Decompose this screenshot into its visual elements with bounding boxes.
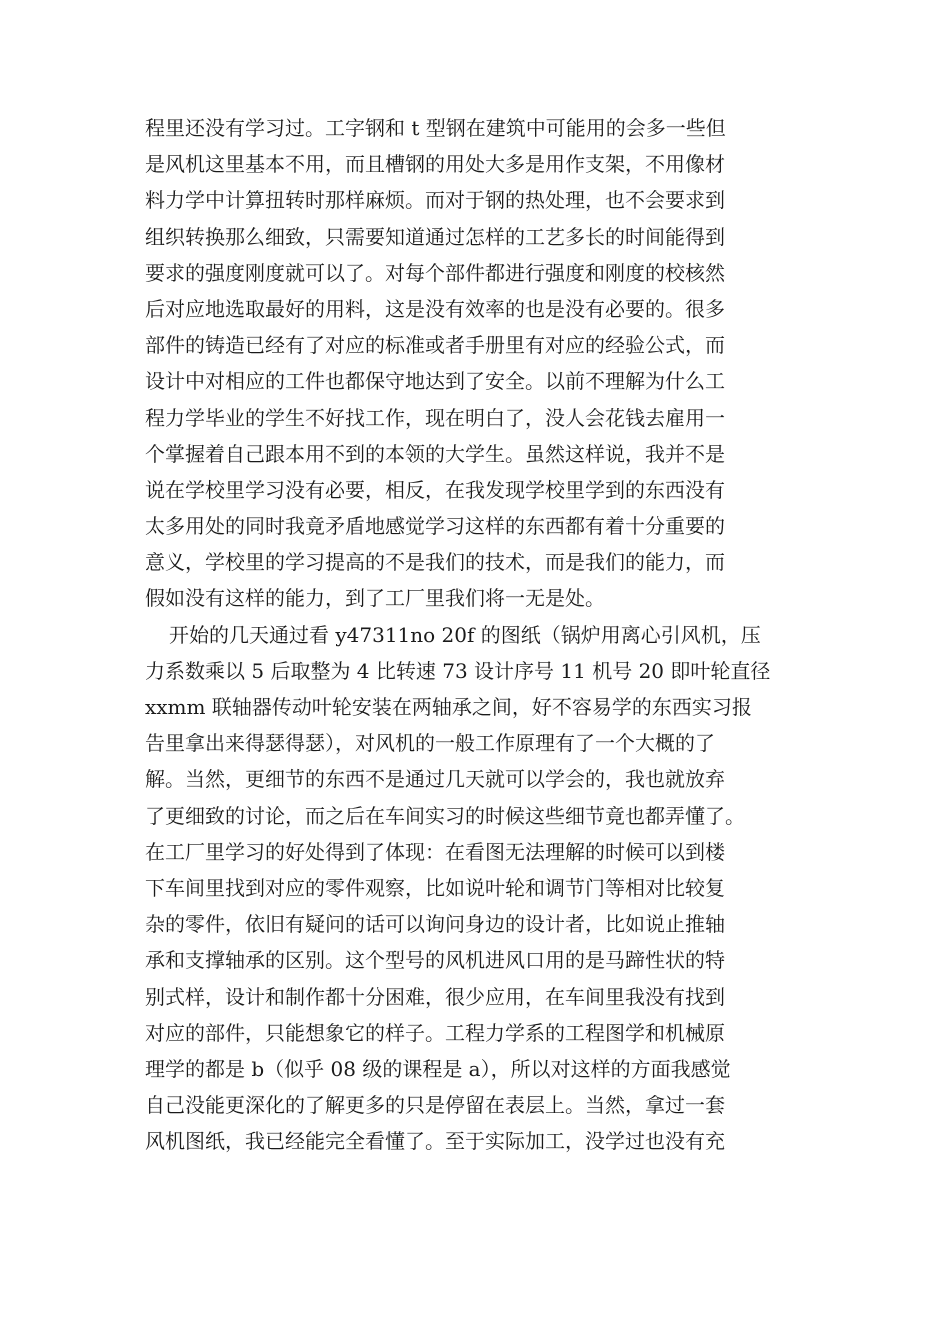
text-line: 程力学毕业的学生不好找工作，现在明白了，没人会花钱去雇用一 bbox=[145, 405, 725, 430]
text-line: 解。当然，更细节的东西不是通过几天就可以学会的，我也就放弃 bbox=[145, 767, 725, 792]
text-line: 料力学中计算扭转时那样麻烦。而对于钢的热处理，也不会要求到 bbox=[145, 188, 725, 213]
text-line: 告里拿出来得瑟得瑟），对风机的一般工作原理有了一个大概的了 bbox=[145, 731, 715, 756]
text-line: 组织转换那么细致，只需要知道通过怎样的工艺多长的时间能得到 bbox=[145, 224, 725, 249]
text-line: 部件的铸造已经有了对应的标准或者手册里有对应的经验公式，而 bbox=[145, 333, 725, 358]
text-line: 了更细致的讨论，而之后在车间实习的时候这些细节竟也都弄懂了。 bbox=[145, 803, 745, 828]
body-text bbox=[145, 110, 815, 1159]
text-line: 要求的强度刚度就可以了。对每个部件都进行强度和刚度的校核然 bbox=[145, 260, 725, 285]
text-line: 个掌握着自己跟本用不到的本领的大学生。虽然这样说，我并不是 bbox=[145, 441, 725, 466]
text-line: 是风机这里基本不用，而且槽钢的用处大多是用作支架，不用像材 bbox=[145, 152, 725, 177]
text-line: 后对应地选取最好的用料，这是没有效率的也是没有必要的。很多 bbox=[145, 296, 725, 321]
text-line: 程里还没有学习过。工字钢和 t 型钢在建筑中可能用的会多一些但 bbox=[145, 116, 726, 140]
text-line: 风机图纸，我已经能完全看懂了。至于实际加工，没学过也没有充 bbox=[145, 1129, 725, 1154]
text-line: 说在学校里学习没有必要，相反，在我发现学校里学到的东西没有 bbox=[145, 477, 725, 502]
text-line: 下车间里找到对应的零件观察，比如说叶轮和调节门等相对比较复 bbox=[145, 875, 725, 900]
paragraph-start-line: 开始的几天通过看 y47311no 20f 的图纸（锅炉用离心引风机，压 bbox=[169, 622, 761, 647]
text-line: 自己没能更深化的了解更多的只是停留在表层上。当然，拿过一套 bbox=[145, 1093, 725, 1118]
text-line: xxmm 联轴器传动叶轮安装在两轴承之间，好不容易学的东西实习报 bbox=[145, 695, 752, 719]
text-line: 力系数乘以 5 后取整为 4 比转速 73 设计序号 11 机号 20 即叶轮直径 bbox=[145, 658, 771, 683]
text-line: 假如没有这样的能力，到了工厂里我们将一无是处。 bbox=[145, 586, 605, 611]
text-line: 别式样，设计和制作都十分困难，很少应用，在车间里我没有找到 bbox=[145, 984, 725, 1009]
text-line: 对应的部件，只能想象它的样子。工程力学系的工程图学和机械原 bbox=[145, 1020, 725, 1045]
text-line: 设计中对相应的工件也都保守地达到了安全。以前不理解为什么工 bbox=[145, 369, 725, 394]
text-line: 理学的都是 b（似乎 08 级的课程是 a），所以对这样的方面我感觉 bbox=[145, 1056, 731, 1081]
text-line: 在工厂里学习的好处得到了体现：在看图无法理解的时候可以到楼 bbox=[145, 839, 725, 864]
text-line: 太多用处的同时我竟矛盾地感觉学习这样的东西都有着十分重要的 bbox=[145, 514, 725, 539]
text-line: 意义，学校里的学习提高的不是我们的技术，而是我们的能力，而 bbox=[145, 550, 725, 575]
text-line: 杂的零件，依旧有疑问的话可以询问身边的设计者，比如说止推轴 bbox=[145, 912, 725, 937]
text-line: 承和支撑轴承的区别。这个型号的风机进风口用的是马蹄性状的特 bbox=[145, 948, 725, 973]
